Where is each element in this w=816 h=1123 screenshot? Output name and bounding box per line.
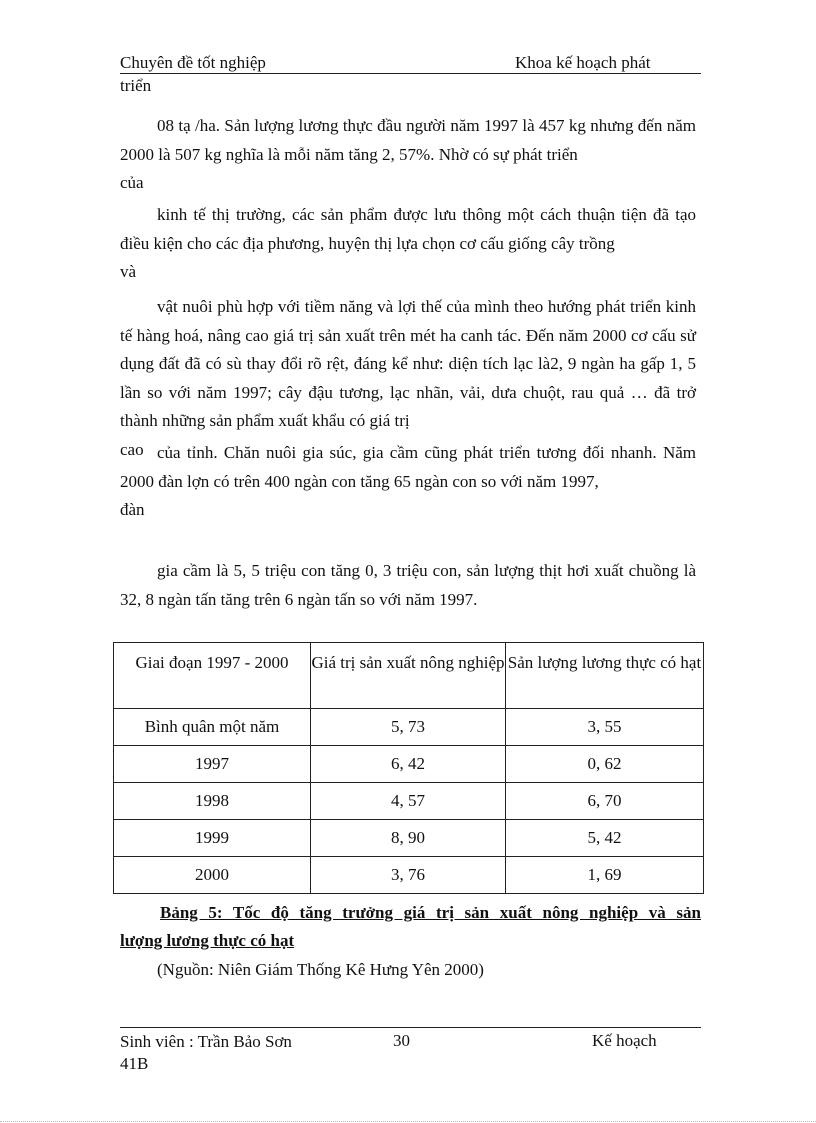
- table-cell: 3, 55: [506, 709, 704, 746]
- paragraph-text: kinh tế thị trường, các sản phẩm được lưu thông một cách thuận tiện đã tạo điều kiện cho các địa phương, huyện thị lựa chọn cơ cấu giống cây trồng: [120, 205, 696, 253]
- paragraph-tail: đàn: [120, 500, 145, 519]
- table-cell: 8, 90: [311, 820, 506, 857]
- table-cell: 5, 73: [311, 709, 506, 746]
- footer-department: Kế hoạch: [592, 1031, 657, 1050]
- table-header-cell: Giai đoạn 1997 - 2000: [114, 643, 311, 709]
- paragraph-text: gia cầm là 5, 5 triệu con tăng 0, 3 triệu con, sản lượng thịt hơi xuất chuồng là 32, 8 ngàn tấn tăng trên 6 ngàn tấn so với năm 1997.: [120, 561, 696, 609]
- paragraph-text: vật nuôi phù hợp với tiềm năng và lợi thế của mình theo hướng phát triển kinh tế hàng hoá, nâng cao giá trị sản xuất trên mét ha canh tác. Đến năm 2000 cơ cấu sử dụng đất đã có sù thay đổi rõ rệt, đáng kể như: diện tích lạc là2, 9 ngàn ha gấp 1, 5 lần so với năm 1997; cây đậu tương, lạc nhãn, vải, dưa chuột, rau quả … đã trở thành những sản phẩm xuất khẩu có giá trị: [120, 297, 696, 430]
- footer-author-class: 41B: [120, 1054, 149, 1073]
- paragraph-tail: của: [120, 173, 144, 192]
- table-header-cell: Giá trị sản xuất nông nghiệp: [311, 643, 506, 709]
- table-row: [114, 783, 704, 820]
- table-cell: 6, 70: [506, 783, 704, 820]
- table-header-row: [114, 643, 704, 709]
- table-cell: 2000: [114, 857, 311, 894]
- paragraph-4: [120, 439, 696, 525]
- header-continuation: triển: [120, 76, 152, 95]
- table-row: [114, 709, 704, 746]
- page-footer: [120, 1027, 701, 1088]
- page-number: 30: [393, 1031, 410, 1050]
- growth-rate-table: [113, 642, 704, 894]
- table-row: [114, 857, 704, 894]
- table-cell: 1997: [114, 746, 311, 783]
- table-cell: 1998: [114, 783, 311, 820]
- table-cell: 4, 57: [311, 783, 506, 820]
- paragraph-text: 08 tạ /ha. Sản lượng lương thực đầu người năm 1997 là 457 kg nhưng đến năm 2000 là 507 kg nghĩa là mỗi năm tăng 2, 57%. Nhờ có sự phát triển: [120, 116, 696, 164]
- header-left-title: Chuyên đề tốt nghiệp: [120, 53, 266, 72]
- page-header: [120, 53, 701, 74]
- paragraph-text: của tỉnh. Chăn nuôi gia súc, gia cầm cũng phát triển tương đối nhanh. Năm 2000 đàn lợn có trên 400 ngàn con tăng 65 ngàn con so với năm 1997,: [120, 443, 696, 491]
- caption-line-2: lượng lương thực có hạt: [120, 931, 295, 950]
- table-cell: 6, 42: [311, 746, 506, 783]
- paragraph-1: [120, 112, 696, 198]
- paragraph-5: [120, 557, 696, 614]
- table-header-cell: Sản lượng lương thực có hạt: [506, 643, 704, 709]
- table-cell: 1999: [114, 820, 311, 857]
- paragraph-tail: cao: [120, 439, 144, 459]
- table-row: [114, 820, 704, 857]
- page-bottom-border: [0, 1121, 816, 1122]
- header-right-title: Khoa kế hoạch phát: [515, 53, 651, 72]
- footer-author: [120, 1031, 340, 1075]
- table-cell: 0, 62: [506, 746, 704, 783]
- table-caption: [120, 899, 701, 955]
- table-cell: 1, 69: [506, 857, 704, 894]
- footer-author-name: Sinh viên : Trần Bảo Sơn: [120, 1032, 292, 1051]
- table-cell: 3, 76: [311, 857, 506, 894]
- paragraph-2: [120, 201, 696, 287]
- table-cell: Bình quân một năm: [114, 709, 311, 746]
- table-source: (Nguồn: Niên Giám Thống Kê Hưng Yên 2000): [157, 960, 484, 979]
- paragraph-tail: và: [120, 262, 137, 281]
- caption-line-1: Bảng 5: Tốc độ tăng trưởng giá trị sản xuất nông nghiệp và sản: [160, 903, 701, 922]
- table-row: [114, 746, 704, 783]
- table-cell: 5, 42: [506, 820, 704, 857]
